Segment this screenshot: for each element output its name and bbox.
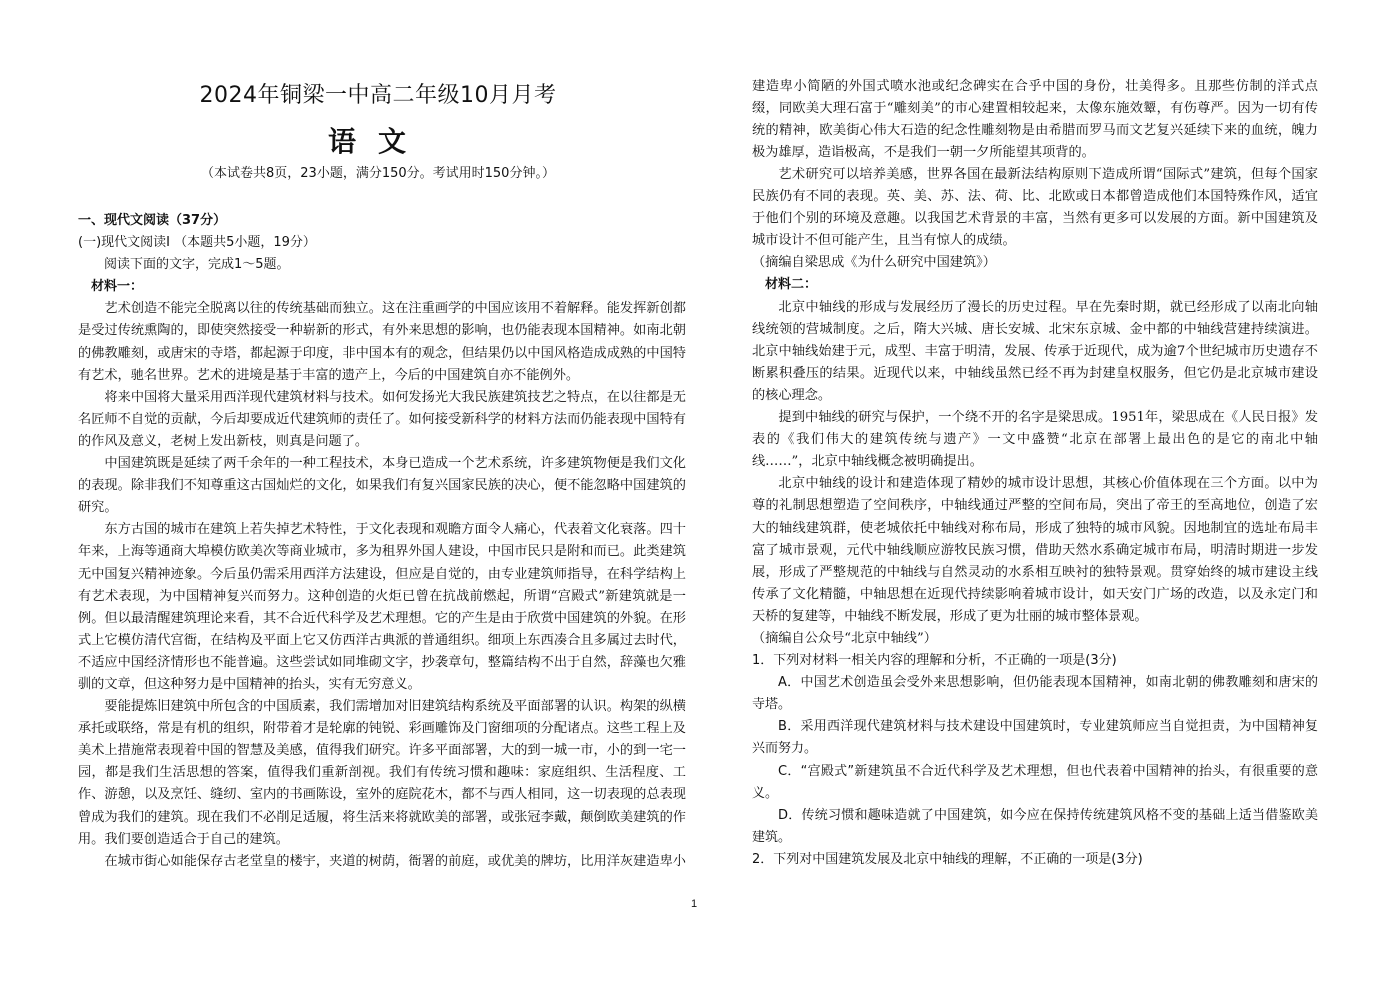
right-column [752, 76, 1318, 871]
m1-source: （摘编自梁思成《为什么研究中国建筑》） [752, 255, 996, 271]
material1-label: 材料一： [91, 279, 144, 295]
question-2: 2．下列对中国建筑发展及北京中轴线的理解，不正确的一项是(3分) [752, 851, 1143, 867]
subject-title: 语文 [327, 125, 428, 158]
m2-paragraph: 北京中轴线的设计和建造体现了精妙的城市设计思想，其核心价值体现在三个方面。以中为尊的礼制思想塑造了空间秩序，中轴线通过严整的空间布局，突出了帝王的至高地位，创造了宏大的轴线建筑群，使老城依托中轴线对称布局，形成了独特的城市风貌。因地制宜的选址布局丰富了城市景观，元代中轴线顺应游牧民族习惯，借助天然水系确定城市布局，明清时期进一步发展，形成了严整规范的中轴线与自然灵动的水系相互映衬的独特景观。贯穿始终的城市建设主线 传承了文化精髓，中轴思想在近现代持续影响着城市设计，如天安门广场的改造，以及永定门和天桥的复建等，中轴线不断发展，形成了更为壮丽的城市整体景观。 [752, 476, 1318, 624]
m1-paragraph: 要能提炼旧建筑中所包含的中国质素，我们需增加对旧建筑结构系统及平面部署的认识。构架的纵横承托或联络，常是有机的组织，附带着才是轮廓的钝锐、彩画雕饰及门窗细项的分配诸点。这些工程上及美术上措施常表现着中国的智慧及美感，值得我们研究。许多平面部署，大的到一城一市，小的到一宅一园，都是我们生活思想的答案，值得我们重新剖视。我们有传统习惯和趣味：家庭组织、生活程度、工作、游憩，以及烹饪、缝纫、室内的书画陈设，室外的庭院花木，都不与西人相同，这一切表现的总表现曾成为我们的建筑。现在我们不必削足适履，将生活来将就欧美的部署，或张冠李戴，颠倒欧美建筑的作用。我们要创造适合于自己的建筑。 [78, 699, 686, 847]
subsection-heading: (一)现代文阅读Ⅰ （本题共5小题，19分） [78, 235, 316, 251]
section-heading: 一、现代文阅读（37分） [78, 213, 227, 228]
exam-note: （本试卷共8页，23小题，满分150分。考试用时150分钟。） [201, 166, 555, 181]
m1-paragraph: 将来中国将大量采用西洋现代建筑材料与技术。如何发扬光大我民族建筑技艺之特点，在以往都是无名匠师不自觉的贡献，今后却要成近代建筑师的责任了。如何接受新科学的材料方法而仍能表现中国特有的作风及意义，老树上发出新枝，则真是问题了。 [78, 389, 686, 449]
q1-option-c: C．“宫殿式”新建筑虽不合近代科学及艺术理想，但也代表着中国精神的抬头，有很重要的意义。 [752, 763, 1318, 801]
m1-paragraph: 艺术创造不能完全脱离以往的传统基础而独立。这在注重画学的中国应该用不着解释。能发挥新创都是受过传统熏陶的，即使突然接受一种崭新的形式，有外来思想的影响，也仍能表现本国精神。如南北朝的佛教雕刻，或唐宋的寺塔，都起源于印度，非中国本有的观念，但结果仍以中国风格造成成熟的中国特有艺术，驰名世界。艺术的进境是基于丰富的遗产上，今后的中国建筑自亦不能例外。 [78, 301, 686, 383]
m1-paragraph-split: 在城市街心如能保存古老堂皇的楼宇，夹道的树荫，衙署的前庭，或优美的牌坊，比用洋灰建造卑小 [104, 853, 686, 869]
page-number: 1 [691, 898, 698, 910]
left-column [78, 210, 686, 873]
m1-paragraph: 艺术研究可以培养美感，世界各国在最新法结构原则下造成所谓“国际式”建筑，但每个国家民族仍有不同的表现。英、美、苏、法、荷、比、北欧或日本都曾造成他们本国特殊作风，适宜于他们个别的环境及意趣。以我国艺术背景的丰富，当然有更多可以发展的方面。新中国建筑及城市设计不但可能产生，且当有惊人的成绩。 [752, 167, 1318, 249]
exam-title: 2024年铜梁一中高二年级10月月考 [199, 83, 557, 108]
question-1: 1．下列对材料一相关内容的理解和分析，不正确的一项是(3分) [752, 653, 1117, 669]
q1-option-a: A．中国艺术创造虽会受外来思想影响，但仍能表现本国精神，如南北朝的佛教雕刻和唐宋的寺塔。 [752, 675, 1318, 713]
m1-paragraph-continued [752, 76, 1318, 164]
m1-paragraph: 中国建筑既是延续了两千余年的一种工程技术，本身已造成一个艺术系统，许多建筑物便是我们文化的表现。除非我们不知尊重这古国灿烂的文化，如果我们有复兴国家民族的决心，便不能忽略中国建筑的研究。 [78, 456, 686, 516]
instruction: 阅读下面的文字，完成1～5题。 [104, 257, 290, 273]
q1-option-d: D．传统习惯和趣味造就了中国建筑，如今应在保持传统建筑风格不变的基础上适当借鉴欧美建筑。 [752, 807, 1318, 845]
m1-paragraph: 东方古国的城市在建筑上若失掉艺术特性，于文化表现和观瞻方面令人痛心，代表着文化衰落。四十年来，上海等通商大埠模仿欧美次等商业城市，多为租界外国人建设，中国市民只是附和而已。此类建筑无中国复兴精神迹象。今后虽仍需采用西洋方法建设，但应是自觉的，由专业建筑师指导，在科学结构上有艺术表现，为中国精神复兴而努力。这种创造的火炬已曾在抗战前燃起，所谓“宫殿式”新建筑就是一例。但以最清醒建筑理论来看，其不合近代科学及艺术理想。它的产生是由于欣赏中国建筑的外貌。在形式上它模仿清代宫衙，在结构及平面上它又仿西洋古典派的普通组织。细项上东西凑合且多属过去时代，不适应中国经济情形也不能普遍。这些尝试如同堆砌文字，抄袭章句，整篇结构不出于自然，辞藻也欠雅驯的文章，但这种努力是中国精神的抬头，实有无穷意义。 [78, 522, 686, 692]
m2-paragraph: 北京中轴线的形成与发展经历了漫长的历史过程。早在先秦时期，就已经形成了以南北向轴线统领的营城制度。之后，隋大兴城、唐长安城、北宋东京城、金中都的中轴线营建持续演进。北京中轴线始建于元，成型、丰富于明清，发展、传承于近现代，成为逾7个世纪城市历史遗存不断累积叠压的结果。近现代以来，中轴线虽然已经不再为封建皇权服务，但它仍是北京城市建设的核心理念。 [752, 299, 1318, 403]
m1-paragraph-continued-text: 建造卑小简陋的外国式喷水池或纪念碑实在合乎中国的身份，壮美得多。且那些仿制的洋式点缀，同欧美大理石富于“雕刻美”的市心建置相较起来，太像东施效颦，有伤尊严。因为一切有传统的精神，欧美街心伟大石造的纪念性雕刻物是由希腊而罗马而文艺复兴延续下来的血统，魄力极为雄厚，造诣极高，不是我们一朝一夕所能望其项背的。 [752, 79, 1318, 161]
m2-paragraph: 提到中轴线的研究与保护，一个绕不开的名字是梁思成。1951年，梁思成在《人民日报》发表的《我们伟大的建筑传统与遗产》一文中盛赞“北京在部署上最出色的是它的南北中轴线……”，北京中轴线概念被明确提出。 [752, 410, 1318, 470]
material2-label: 材料二： [765, 277, 818, 293]
m2-source: （摘编自公众号“北京中轴线”） [752, 630, 937, 646]
q1-option-b: B．采用西洋现代建筑材料与技术建设中国建筑时，专业建筑师应当自觉担责，为中国精神复兴而努力。 [752, 719, 1318, 757]
